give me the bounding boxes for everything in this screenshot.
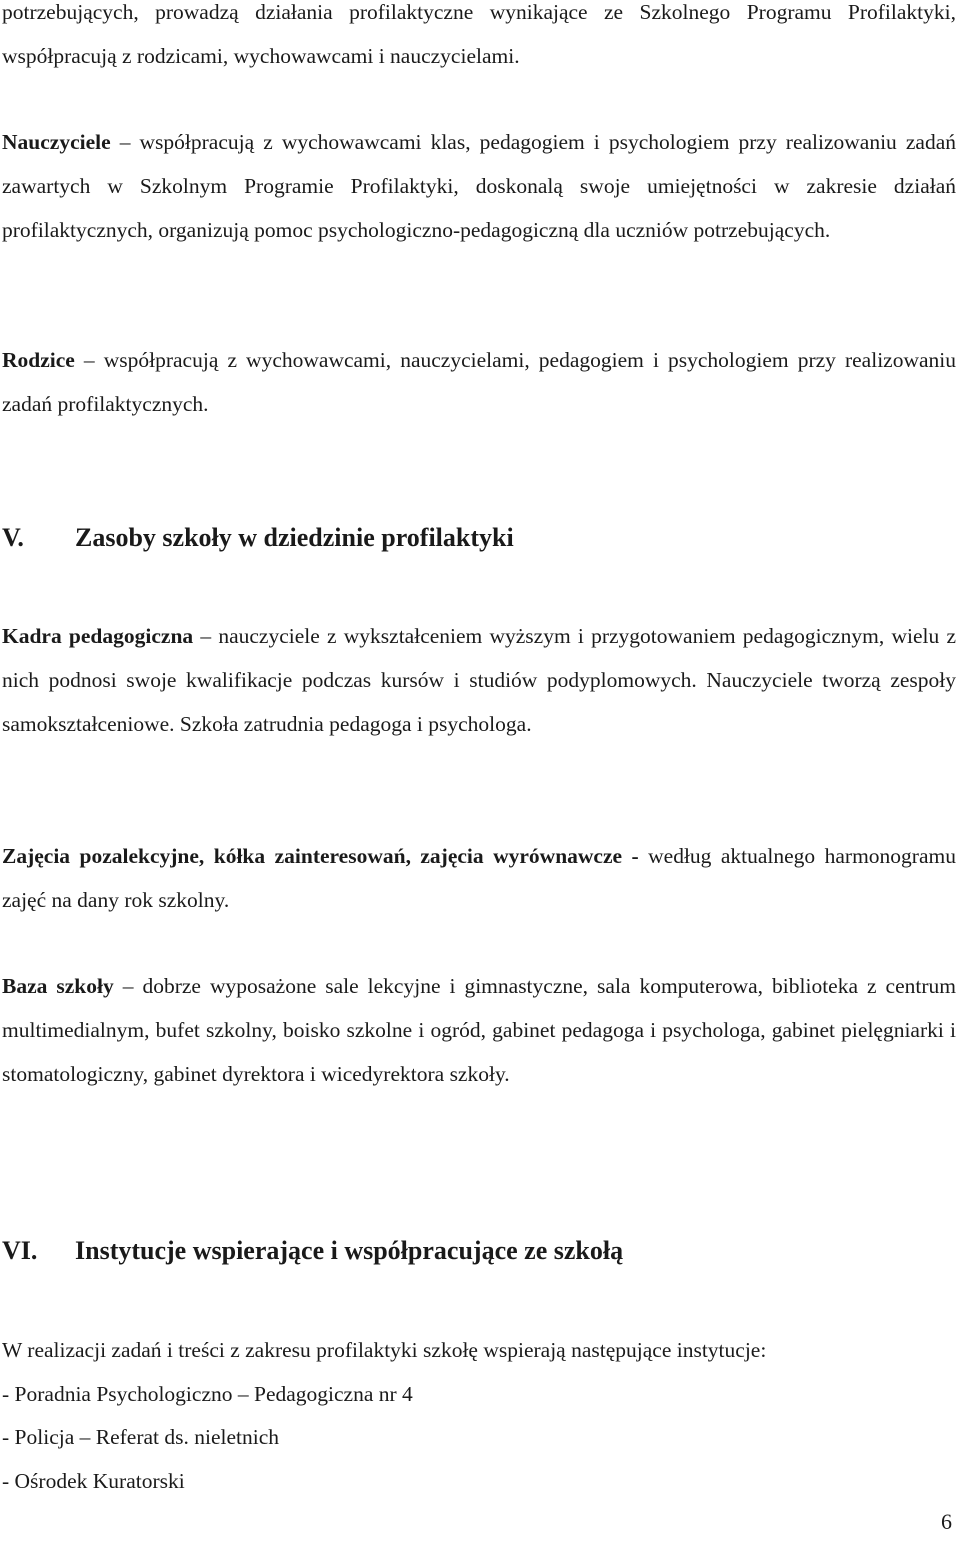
institution-item: - Poradnia Psychologiczno – Pedagogiczna nr 4: [2, 1382, 413, 1406]
section-6-heading: [2, 1229, 623, 1273]
staff-text: – nauczyciele z wykształceniem wyższym i przygotowaniem pedagogicznym, wielu z nich podnosi swoje kwalifikacje podczas kursów i studiów podyplomowych. Nauczyciele tworzą zespoły samokształceniowe. Szkoła zatrudnia pedagoga i psychologa.: [2, 624, 956, 736]
intro-paragraph: potrzebujących, prowadzą działania profilaktyczne wynikające ze Szkolnego Programu Profilaktyki, współpracują z rodzicami, wychowawcami i nauczycielami.: [2, 0, 956, 68]
activities-text: według aktualnego harmonogramu zajęć na dany rok szkolny.: [2, 844, 956, 912]
base-paragraph: [2, 964, 956, 1096]
parents-text: – współpracują z wychowawcami, nauczycielami, pedagogiem i psychologiem przy realizowaniu zadań profilaktycznych.: [2, 348, 956, 416]
activities-term: Zajęcia pozalekcyjne, kółka zainteresowań, zajęcia wyrównawcze -: [2, 844, 639, 868]
institution-item: - Policja – Referat ds. nieletnich: [2, 1425, 280, 1449]
institution-item: - Ośrodek Kuratorski: [2, 1469, 185, 1493]
parents-term: Rodzice: [2, 348, 75, 372]
base-term: Baza szkoły: [2, 974, 114, 998]
section-6-title: Instytucje wspierające i współpracujące ze szkołą: [75, 1236, 624, 1265]
section-6-number: VI.: [2, 1236, 38, 1265]
staff-paragraph: [2, 614, 956, 746]
section-5-number: V.: [2, 523, 24, 552]
teachers-text: – współpracują z wychowawcami klas, pedagogiem i psychologiem przy realizowaniu zadań zawartych w Szkolnym Programie Profilaktyki, doskonalą swoje umiejętności w zakresie działań profilaktycznych, organizują pomoc psychologiczno-pedagogiczną dla uczniów potrzebujących.: [2, 130, 956, 242]
base-text: – dobrze wyposażone sale lekcyjne i gimnastyczne, sala komputerowa, biblioteka z centrum multimedialnym, bufet szkolny, boisko szkolne i ogród, gabinet pedagoga i psychologa, gabinet pielęgniarki i stomatologiczny, gabinet dyrektora i wicedyrektora szkoły.: [2, 974, 956, 1086]
section-5-title: Zasoby szkoły w dziedzinie profilaktyki: [75, 523, 514, 552]
parents-paragraph: [2, 338, 956, 426]
activities-paragraph: [2, 834, 956, 922]
section-5-heading: [2, 516, 514, 560]
page-number: 6: [941, 1509, 952, 1534]
teachers-paragraph: [2, 120, 956, 252]
staff-term: Kadra pedagogiczna: [2, 624, 194, 648]
institutions-intro: W realizacji zadań i treści z zakresu profilaktyki szkołę wspierają następujące instytucje:: [2, 1338, 767, 1362]
teachers-term: Nauczyciele: [2, 130, 111, 154]
